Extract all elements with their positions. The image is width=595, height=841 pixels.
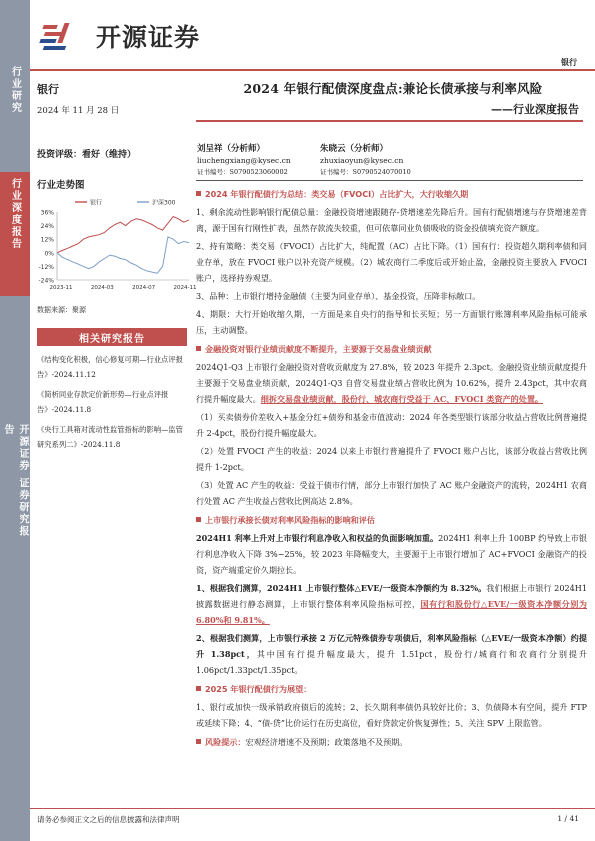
legend-label: 沪深300 bbox=[152, 199, 176, 207]
brand-name: 开源证券 bbox=[96, 23, 201, 52]
risk-warning: 风险提示：宏观经济增速不及预期；政策落地不及预期。 bbox=[196, 734, 587, 750]
y-tick-label: 12% bbox=[40, 236, 54, 244]
paragraph: 1、剩余流动性影响银行配债总量：金融投资增速跟随存-贷增速差先降后升。国有行配债增速与存贷增速差背离，源于国有行刚性扩表，虽然存款流失较重，但可依靠同业负债吸收的资金投债填充资产额度。 bbox=[196, 207, 587, 233]
report-title: 2024 年银行配债深度盘点:兼论长债承接与利率风险 bbox=[243, 81, 543, 96]
y-tick-label: 24% bbox=[40, 223, 54, 231]
investment-rating: 投资评级：看好（维持） bbox=[37, 150, 137, 160]
legend-label: 银行 bbox=[90, 199, 103, 207]
paragraph: 3、品种：上市银行增持金融债（主要为同业存单）、基金投资，压降非标敞口。 bbox=[196, 291, 481, 301]
x-tick-label: 2024-11 bbox=[173, 285, 197, 291]
header-category: 银行 bbox=[561, 58, 577, 67]
paragraph: 4、期限：大行开始收缩久期，一方面是来自央行的指导和长买短；另一方面银行账簿利率风险指标可能承压，主动调整。 bbox=[196, 309, 587, 335]
bullet-icon bbox=[196, 686, 201, 691]
related-report-link[interactable]: 《结构变化积极，信心修复可期—行业点评报告》-2024.11.12 bbox=[37, 355, 183, 379]
section-heading: 上市银行承接长债对利率风险指标的影响和评估 bbox=[196, 512, 587, 528]
series-line-csi300 bbox=[57, 237, 189, 273]
section-heading: 2024 年银行配债行为总结：类交易（FVOCI）占比扩大，大行收缩久期 bbox=[196, 186, 587, 202]
y-tick-label: 36% bbox=[40, 209, 54, 217]
author-email[interactable]: liuchengxiang@kysec.cn bbox=[197, 156, 291, 165]
logo-mark-icon bbox=[44, 19, 88, 53]
bullet-icon bbox=[196, 346, 201, 351]
title-divider bbox=[196, 120, 583, 122]
strip-label-report-type: 行业深度报告 bbox=[0, 172, 30, 296]
paragraph: 2024H1 利率上升对上市银行利息净收入和权益的负面影响加重。2024H1 利率上升 100BP 约导致上市银行利息净收入下降 3%~25%，较 2023 年降幅变大，主要源于上市银行增加了 AC+FVOCI 金融资产的投资，资产端重定价久期拉长。 bbox=[196, 533, 587, 575]
footer-divider bbox=[30, 808, 595, 809]
related-report-link[interactable]: 《简析同业存款定价新形势—行业点评报告》-2024.11.8 bbox=[37, 390, 169, 414]
x-tick-label: 2024-03 bbox=[90, 285, 114, 291]
author-name: 朱晓云（分析师） bbox=[320, 144, 389, 154]
sector-label: 银行 bbox=[37, 83, 59, 96]
series-line-bank bbox=[57, 217, 189, 253]
section-heading: 金融投资对银行业绩贡献度不断提升，主要源于交易盘业绩贡献 bbox=[196, 341, 587, 357]
paragraph: （3）处置 AC 产生的收益：受益于债市行情，部分上市银行加快了 AC 账户金融资产的流转，2024H1 农商行处置 AC 产生收益占营收比例高达 2.8%。 bbox=[196, 480, 587, 506]
paragraph: 1、根据我们测算，2024H1 上市银行整体△EVE/一级资本净额约为 8.32%。我们根据上市银行 2024H1 披露数据进行静态测算，上市银行整体利率风险指标可控，国有行和股份行△EVE/一级资本净额分别为 6.80%和 9.81%。 bbox=[196, 583, 587, 625]
strip-label-research: 行业研究 bbox=[9, 66, 21, 114]
related-reports-title: 相关研究报告 bbox=[37, 328, 187, 346]
author-block bbox=[320, 143, 411, 178]
y-tick-label: -12% bbox=[38, 263, 54, 271]
author-email[interactable]: zhuxiaoyun@kysec.cn bbox=[320, 156, 404, 165]
footer-disclaimer: 请务必参阅正文之后的信息披露和法律声明 bbox=[37, 815, 180, 824]
paragraph: 2、持有策略：类交易（FVOCI）占比扩大，纯配置（AC）占比下降。（1）国有行：投资超久期利率债和同业存单，放在 FVOCI 账户以补充资产规模。（2）城农商行二季度后或开始止盈，金融投资主要放入 FVOCI 账户，选择持券观望。 bbox=[196, 241, 587, 283]
bullet-icon bbox=[196, 517, 201, 522]
page-number: 1 / 41 bbox=[557, 814, 579, 823]
header-divider bbox=[30, 69, 595, 71]
report-summary bbox=[196, 186, 587, 752]
brand-logo bbox=[44, 18, 200, 54]
strip-label-brand: 开源证券 证券研究报告 bbox=[2, 424, 28, 538]
author-divider bbox=[196, 180, 583, 181]
paragraph: 1、银行或加快一级承销政府债后的流转；2、长久期利率债仍具较好比价；3、负债降本有空间，提升 FTP 或延续下降；4、“债-贷”比价运行在历史高位，看好贷款定价恢复弹性；5、关注 SPV 上限监管。 bbox=[196, 702, 587, 728]
author-block bbox=[197, 143, 291, 178]
paragraph: （2）处置 FVOCI 产生的收益：2024 以来上市银行普遍提升了 FVOCI 账户占比，该部分收益占营收比例提升 1-2pct。 bbox=[196, 446, 587, 472]
related-reports-list bbox=[37, 352, 189, 457]
bullet-icon bbox=[196, 191, 201, 196]
paragraph: （1）买卖债券价差收入+基金分红+债券和基金市值波动：2024 年各类型银行该部分收益占营收比例普遍提升 2-4pct，股份行提升幅度最大。 bbox=[196, 412, 587, 438]
x-tick-label: 2024-07 bbox=[132, 285, 156, 291]
paragraph: 2、根据我们测算，上市银行承接 2 万亿元特殊债券专项债后，利率风险指标（△EVE/一级资本净额）约提升 1.38pct，其中国有行提升幅度最大，提升 1.51pct，股份行/城商行和农商行分别提升 1.06pct/1.33pct/1.35pct。 bbox=[196, 633, 587, 675]
report-date: 2024 年 11 月 28 日 bbox=[37, 106, 120, 116]
y-tick-label: 0% bbox=[44, 250, 54, 258]
trend-chart-title: 行业走势图 bbox=[37, 180, 85, 191]
section-heading: 2025 年银行配债行为展望： bbox=[196, 681, 587, 697]
author-cert: 证书编号：S0790523060002 bbox=[197, 168, 288, 176]
x-tick-label: 2023-11 bbox=[49, 285, 73, 291]
report-subtitle: ——行业深度报告 bbox=[491, 103, 579, 116]
trend-chart bbox=[33, 196, 197, 300]
related-report-link[interactable]: 《央行工具箱对流动性监管指标的影响—监管研究系列二》-2024.11.8 bbox=[37, 425, 183, 449]
y-tick-label: -24% bbox=[38, 277, 54, 285]
bullet-icon bbox=[196, 739, 201, 744]
side-strip bbox=[0, 0, 30, 841]
author-cert: 证书编号：S0790524070010 bbox=[320, 168, 411, 176]
trend-chart-svg bbox=[33, 196, 197, 300]
paragraph: 2024Q1-Q3 上市银行金融投资对营收贡献度为 27.8%，较 2023 年提升 2.3pct。金融投资业绩贡献度提升主要源于交易盘业绩贡献，2024Q1-Q3 自营交易盘业绩占营收比例为 10.62%，提升 2.43pct，其中农商行提升幅度最大。细拆交易盘业绩贡献，股份行、城农商行受益于 AC、FVOCI 类资产的处置。 bbox=[196, 362, 587, 404]
author-name: 刘呈祥（分析师） bbox=[197, 144, 266, 154]
data-source: 数据来源：聚源 bbox=[37, 306, 86, 314]
